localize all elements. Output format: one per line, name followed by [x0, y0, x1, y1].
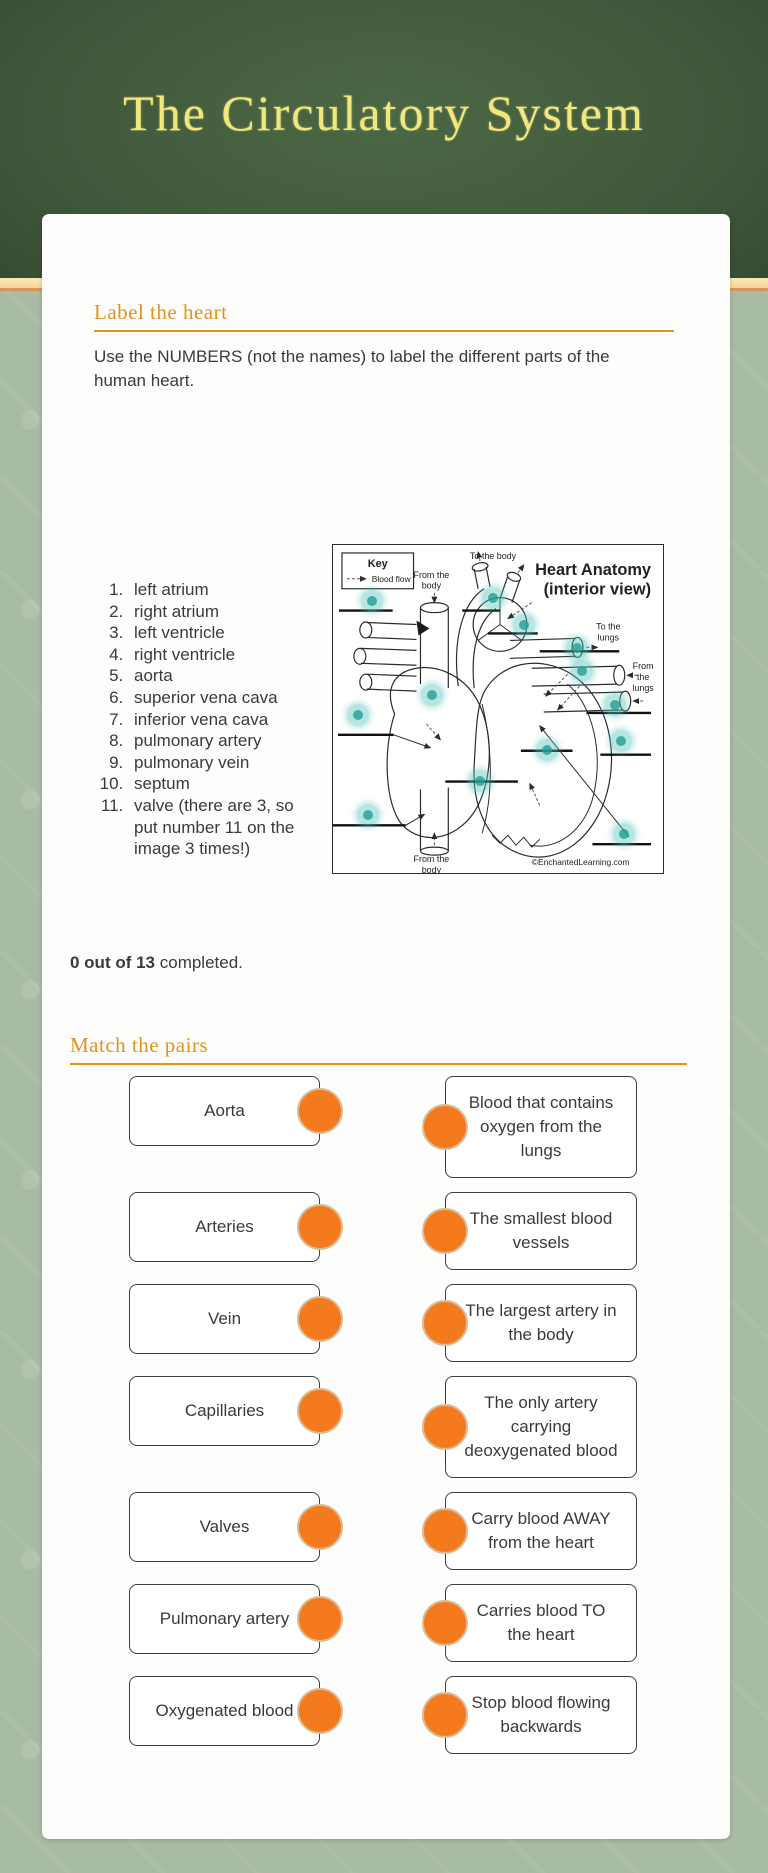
heart-part-item: 8. pulmonary artery — [128, 730, 306, 752]
match-definition-label: The smallest blood vessels — [469, 1209, 613, 1252]
from-the-body-top-label-line2: body — [421, 580, 442, 591]
pair-row — [129, 1284, 702, 1362]
diagram-row — [94, 544, 674, 874]
label-lines — [333, 611, 651, 845]
connector-dot[interactable] — [422, 1508, 468, 1554]
blood-flow-label: Blood flow — [371, 573, 411, 584]
heart-parts-list-column — [94, 544, 332, 874]
left-vessel-tubes-drawing — [354, 622, 417, 691]
heart-part-item: 3. left ventricle — [128, 622, 306, 644]
drop-zone[interactable] — [421, 684, 443, 706]
from-the-lungs-label-line3: lungs — [632, 683, 654, 694]
worksheet-card — [42, 214, 730, 1839]
copyright-label: ©EnchantedLearning.com — [531, 857, 630, 868]
connector-dot[interactable] — [422, 1692, 468, 1738]
connector-dot[interactable] — [422, 1300, 468, 1346]
match-definition-card[interactable] — [445, 1376, 637, 1478]
section-label-heart — [70, 214, 702, 975]
pair-row — [129, 1376, 702, 1478]
progress-suffix: completed. — [155, 953, 243, 972]
match-term-label: Aorta — [204, 1101, 245, 1120]
drop-zone[interactable] — [513, 614, 535, 636]
match-definition-card[interactable] — [445, 1492, 637, 1570]
heart-part-item: 6. superior vena cava — [128, 687, 306, 709]
match-definition-card[interactable] — [445, 1584, 637, 1662]
drop-zone[interactable] — [571, 660, 593, 682]
to-the-lungs-label-line1: To the — [596, 621, 621, 632]
pair-row — [129, 1584, 702, 1662]
match-term-label: Vein — [207, 1309, 242, 1328]
match-term-label: Arteries — [195, 1217, 254, 1236]
match-term-card[interactable] — [129, 1192, 320, 1262]
progress-text — [70, 951, 702, 975]
drop-zone[interactable] — [361, 590, 383, 612]
heart-anatomy-title-line1: Heart Anatomy — [535, 560, 652, 579]
heart-part-item: 4. right ventricle — [128, 644, 306, 666]
match-term-label: Valves — [199, 1517, 250, 1536]
match-definition-label: Carries blood TO the heart — [476, 1601, 606, 1644]
heart-part-item: 7. inferior vena cava — [128, 709, 306, 731]
connector-dot[interactable] — [297, 1296, 343, 1342]
connector-dot[interactable] — [297, 1504, 343, 1550]
section-rule — [70, 1063, 687, 1065]
connector-dot[interactable] — [297, 1204, 343, 1250]
match-term-card[interactable] — [129, 1492, 320, 1562]
drop-zone[interactable] — [604, 694, 626, 716]
match-definition-label: The only artery carrying deoxygenated blood — [464, 1393, 618, 1460]
section-rule — [94, 330, 674, 332]
from-the-lungs-label-line1: From — [632, 661, 654, 672]
section-match-pairs — [70, 1033, 702, 1754]
drop-zone[interactable] — [566, 637, 588, 659]
heart-part-item: 5. aorta — [128, 665, 306, 687]
superior-vena-cava-drawing — [416, 593, 448, 688]
connector-dot[interactable] — [422, 1600, 468, 1646]
to-the-lungs-label-line2: lungs — [597, 632, 620, 643]
heart-part-item: 1. left atrium — [128, 579, 306, 601]
match-term-card[interactable] — [129, 1376, 320, 1446]
progress-count: 0 out of 13 — [70, 953, 156, 972]
inferior-vena-cava-drawing — [420, 788, 448, 856]
match-term-card[interactable] — [129, 1284, 320, 1354]
section-heading-label-heart: Label the heart — [94, 300, 228, 324]
from-the-lungs-label-line2: the — [636, 672, 650, 683]
match-definition-label: Blood that contains oxygen from the lungs — [468, 1093, 614, 1160]
heart-part-item: 9. pulmonary vein — [128, 752, 306, 774]
key-label: Key — [367, 557, 388, 570]
heart-part-item: 11. valve (there are 3, so put number 11 on the image 3 times!) — [128, 795, 306, 860]
connector-dot[interactable] — [297, 1688, 343, 1734]
match-term-label: Capillaries — [184, 1401, 265, 1420]
connector-dot[interactable] — [422, 1104, 468, 1150]
instructions-text: Use the NUMBERS (not the names) to label the different parts of the human heart. — [94, 347, 610, 390]
match-term-card[interactable] — [129, 1676, 320, 1746]
to-the-body-label: To the body — [469, 550, 517, 561]
heart-diagram — [332, 544, 664, 874]
drop-zone[interactable] — [469, 770, 491, 792]
pair-row — [129, 1076, 702, 1178]
match-term-card[interactable] — [129, 1076, 320, 1146]
match-term-card[interactable] — [129, 1584, 320, 1654]
connector-dot[interactable] — [422, 1208, 468, 1254]
connector-dot[interactable] — [297, 1088, 343, 1134]
page-title: The Circulatory System — [123, 85, 645, 141]
drop-zone[interactable] — [610, 730, 632, 752]
drop-zone[interactable] — [613, 823, 635, 845]
match-definition-card[interactable] — [445, 1192, 637, 1270]
heart-parts-list — [94, 579, 306, 860]
from-the-body-bottom-label-line1: From the — [413, 854, 450, 865]
connector-dot[interactable] — [422, 1404, 468, 1450]
from-the-body-top-label-line1: From the — [413, 569, 450, 580]
match-definition-card[interactable] — [445, 1676, 637, 1754]
from-the-body-bottom-label-line2: body — [421, 865, 442, 873]
match-definition-card[interactable] — [445, 1284, 637, 1362]
heart-part-item: 10. septum — [128, 773, 306, 795]
pair-row — [129, 1192, 702, 1270]
match-term-label: Oxygenated blood — [155, 1701, 294, 1720]
connector-dot[interactable] — [297, 1596, 343, 1642]
match-definition-label: Stop blood flowing backwards — [471, 1693, 611, 1736]
pair-row — [129, 1676, 702, 1754]
pair-row — [129, 1492, 702, 1570]
drop-zone[interactable] — [347, 704, 369, 726]
drop-zone[interactable] — [482, 587, 504, 609]
connector-dot[interactable] — [297, 1388, 343, 1434]
heart-part-item: 2. right atrium — [128, 601, 306, 623]
match-term-label: Pulmonary artery — [159, 1609, 290, 1628]
match-definition-label: Carry blood AWAY from the heart — [471, 1509, 611, 1552]
match-definition-label: The largest artery in the body — [465, 1301, 617, 1344]
section-heading-match-pairs: Match the pairs — [70, 1033, 209, 1057]
pairs-list — [129, 1076, 702, 1754]
drop-zone[interactable] — [536, 739, 558, 761]
match-definition-card[interactable] — [445, 1076, 637, 1178]
drop-zone[interactable] — [357, 804, 379, 826]
heart-anatomy-title-line2: (interior view) — [543, 580, 652, 599]
